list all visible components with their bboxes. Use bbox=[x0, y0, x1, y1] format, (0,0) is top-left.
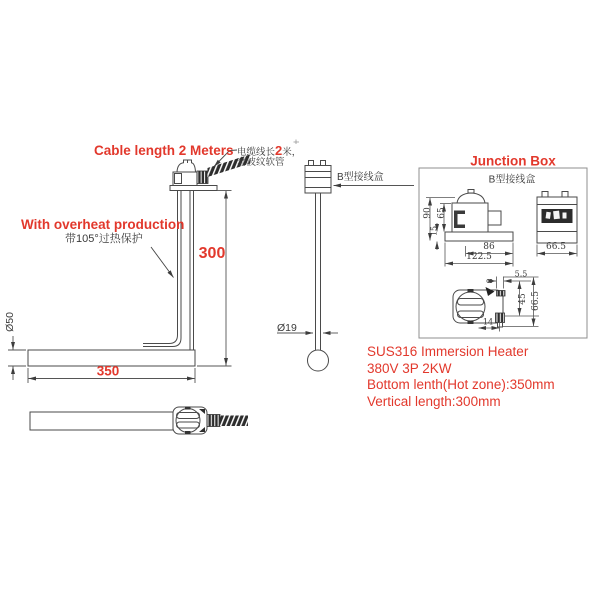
jb-dome bbox=[457, 193, 485, 203]
dim-14-label: 14 bbox=[482, 317, 494, 327]
rod-junction-box bbox=[305, 166, 331, 194]
mount-flange bbox=[170, 186, 217, 191]
rod-ball-end bbox=[308, 350, 329, 371]
jb-top-connector bbox=[497, 291, 506, 297]
dim-86-label: 86 bbox=[483, 242, 495, 253]
dim-65-label: 65 bbox=[436, 206, 447, 219]
dim-122-label: 122.5 bbox=[466, 252, 492, 263]
cable-note-part2: 米， bbox=[282, 147, 302, 158]
dim-5-5-label: 5.5 bbox=[514, 269, 528, 279]
pointer-arrow bbox=[486, 287, 495, 296]
rod-view-annotations bbox=[277, 186, 414, 334]
cable-length-label: Cable length 2 Meters bbox=[94, 143, 234, 158]
dim-8-label: 8 bbox=[485, 277, 495, 284]
jb-base bbox=[445, 232, 513, 241]
cable-note-part1: 电缆线长 bbox=[237, 147, 276, 158]
jb-top-dome-circle bbox=[456, 292, 485, 321]
jb-top-view bbox=[453, 287, 505, 327]
dim-350-label: 350 bbox=[96, 363, 120, 379]
jb-side-view bbox=[537, 192, 577, 244]
spec-line-1: SUS316 Immersion Heater bbox=[367, 344, 529, 359]
cable-note-line2: 套波纹软管 bbox=[237, 157, 285, 168]
spec-block bbox=[367, 344, 555, 410]
overheat-note: 带105°过热保护 bbox=[65, 233, 143, 245]
spec-line-3: Bottom lenth(Hot zone):350mm bbox=[367, 377, 555, 392]
junction-box-subtitle: B型接线盒 bbox=[488, 174, 536, 186]
dim-phi19-label: Ø19 bbox=[277, 322, 297, 334]
vertical-rod-left bbox=[143, 191, 178, 344]
head-dome bbox=[177, 160, 196, 172]
dim-300-label: 300 bbox=[198, 245, 226, 263]
jb-top-gland bbox=[496, 313, 505, 323]
rod-view-drawing bbox=[305, 161, 331, 372]
overheat-leader bbox=[151, 247, 174, 278]
jb-front-view bbox=[445, 190, 513, 242]
cable-note-highlight: 2 bbox=[275, 143, 283, 158]
rod-junction-box-label: B型接线盒 bbox=[337, 172, 384, 183]
cable-gland bbox=[197, 171, 208, 184]
horizontal-gland bbox=[207, 415, 220, 427]
jb-bracket bbox=[454, 211, 465, 229]
overheat-label: With overheat production bbox=[21, 217, 185, 232]
spec-line-2: 380V 3P 2KW bbox=[367, 360, 452, 376]
horizontal-cable bbox=[220, 416, 248, 427]
dim-15-label: 15 bbox=[429, 225, 439, 237]
dim-phi50-label: Ø50 bbox=[4, 312, 17, 332]
spec-line-4: Vertical length:300mm bbox=[367, 393, 501, 409]
horizontal-tube bbox=[30, 412, 173, 430]
horizontal-view-drawing bbox=[30, 407, 248, 435]
dim-90-label: 90 bbox=[423, 207, 434, 219]
dim-66-side-label: 66.5 bbox=[545, 242, 567, 253]
junction-box-title: Junction Box bbox=[470, 153, 556, 169]
dim-66-top-label: 66.5 bbox=[531, 290, 542, 312]
jb-gland bbox=[488, 211, 501, 225]
dim-45-label: 45 bbox=[518, 292, 529, 305]
